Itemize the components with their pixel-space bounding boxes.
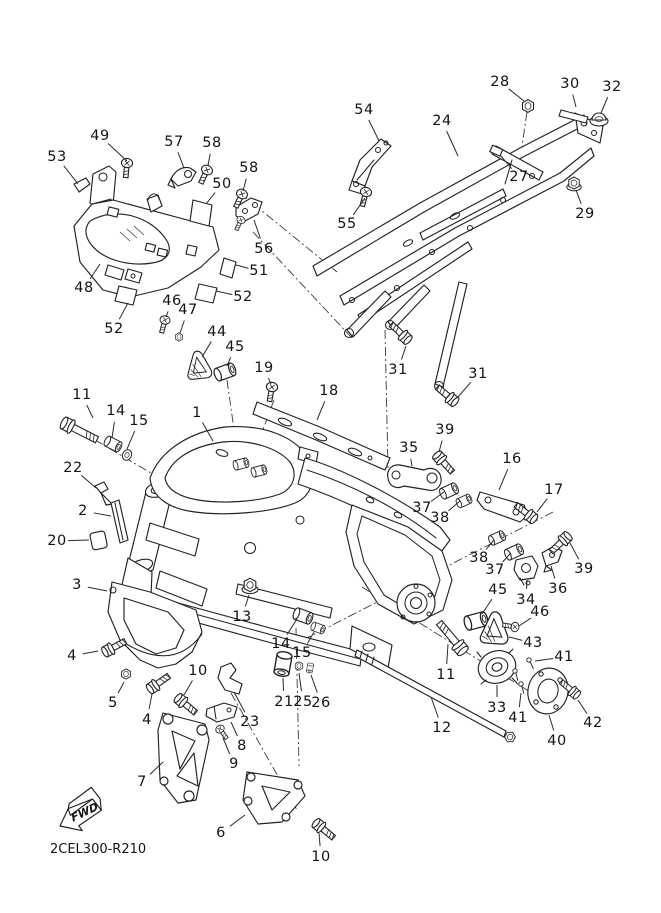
callout-15: 15 xyxy=(292,645,312,661)
leader-line-45 xyxy=(482,599,492,614)
callout-14: 14 xyxy=(271,636,291,652)
leader-line-57 xyxy=(178,152,184,168)
holder-34-art xyxy=(514,556,538,585)
part-28-glyph xyxy=(523,100,534,113)
callout-39: 39 xyxy=(435,422,455,438)
callout-52: 52 xyxy=(233,289,253,305)
callout-6: 6 xyxy=(216,825,226,841)
callout-43: 43 xyxy=(523,635,543,651)
leader-line-30 xyxy=(573,95,576,107)
part-45a-glyph xyxy=(213,362,238,382)
callout-10: 10 xyxy=(311,849,331,865)
leader-line-43 xyxy=(509,637,522,640)
part-13-glyph xyxy=(242,578,258,593)
callout-13: 13 xyxy=(232,609,252,625)
leader-line-4 xyxy=(149,694,152,709)
leader-line-36 xyxy=(551,566,555,578)
callout-51: 51 xyxy=(249,263,269,279)
callout-11: 11 xyxy=(436,667,456,683)
leader-line-46 xyxy=(519,618,531,626)
callout-1: 1 xyxy=(192,405,202,421)
callout-11: 11 xyxy=(72,387,92,403)
callout-30: 30 xyxy=(560,76,580,92)
leader-line-39 xyxy=(439,441,442,452)
cowl-stay-48-art xyxy=(74,166,262,305)
callout-35: 35 xyxy=(399,440,419,456)
part-4b-glyph xyxy=(144,671,172,696)
callout-19: 19 xyxy=(254,360,274,376)
callout-18: 18 xyxy=(319,383,339,399)
callout-20: 20 xyxy=(47,533,67,549)
callout-34: 34 xyxy=(516,592,536,608)
callout-27: 27 xyxy=(509,169,529,185)
callout-39: 39 xyxy=(574,561,594,577)
leader-line-10 xyxy=(319,833,320,846)
leader-line-41 xyxy=(519,693,521,707)
leader-line-44 xyxy=(202,341,211,357)
part-46a-glyph xyxy=(157,315,171,334)
leader-line-16 xyxy=(499,469,508,490)
leader-line-58 xyxy=(208,154,210,166)
callout-48: 48 xyxy=(74,280,94,296)
leader-line-18 xyxy=(317,401,325,420)
callout-31: 31 xyxy=(388,362,408,378)
callout-57: 57 xyxy=(164,134,184,150)
callout-33: 33 xyxy=(487,700,507,716)
leader-line-26 xyxy=(311,675,317,693)
leader-line-5 xyxy=(118,682,124,693)
leader-line-10 xyxy=(184,681,192,695)
callout-52: 52 xyxy=(104,321,124,337)
callout-44: 44 xyxy=(207,324,227,340)
leader-line-50 xyxy=(206,193,215,204)
part-29-glyph xyxy=(567,177,581,191)
part-11a-glyph xyxy=(58,415,100,446)
callout-15: 15 xyxy=(129,413,149,429)
callout-40: 40 xyxy=(547,733,567,749)
leader-line-20 xyxy=(68,540,89,541)
stay-54-art xyxy=(349,139,391,194)
leader-line-31 xyxy=(401,346,406,360)
part-44-glyph xyxy=(184,349,213,381)
leader-line-28 xyxy=(509,89,524,101)
fwd-label: FWD xyxy=(69,799,100,825)
callout-14: 14 xyxy=(106,403,126,419)
leader-line-21 xyxy=(283,678,284,691)
callout-47: 47 xyxy=(178,302,198,318)
leader-line-11 xyxy=(447,644,448,664)
part-15a-glyph xyxy=(121,448,134,462)
callout-16: 16 xyxy=(502,451,522,467)
callout-2: 2 xyxy=(78,503,88,519)
part-32-glyph xyxy=(590,113,608,126)
part-47-glyph xyxy=(175,333,182,341)
leader-line-9 xyxy=(223,738,230,754)
callout-55: 55 xyxy=(337,216,357,232)
leader-line-17 xyxy=(537,499,547,512)
callout-42: 42 xyxy=(583,715,603,731)
leader-line-4 xyxy=(83,651,98,654)
leader-line-47 xyxy=(180,320,184,333)
callout-5: 5 xyxy=(108,695,118,711)
part-21-glyph xyxy=(273,651,292,678)
part-10b-glyph xyxy=(310,817,338,843)
callout-10: 10 xyxy=(188,663,208,679)
part-31b-glyph xyxy=(433,382,461,408)
leader-line-29 xyxy=(576,190,581,204)
leader-line-53 xyxy=(64,166,78,184)
part-26-glyph xyxy=(306,663,314,674)
leader-line-52 xyxy=(216,291,232,295)
leader-line-51 xyxy=(236,265,248,268)
callout-50: 50 xyxy=(212,176,232,192)
part-25-glyph xyxy=(295,662,302,671)
leader-line-58 xyxy=(243,179,246,191)
rear-frame-24-art xyxy=(313,110,603,391)
callout-21: 21 xyxy=(274,694,294,710)
fwd-arrow xyxy=(51,786,109,838)
callout-58: 58 xyxy=(202,135,222,151)
callout-4: 4 xyxy=(142,712,152,728)
callout-49: 49 xyxy=(90,128,110,144)
callout-36: 36 xyxy=(548,581,568,597)
part-38a-glyph xyxy=(455,493,473,508)
leader-line-24 xyxy=(447,131,458,156)
callout-17: 17 xyxy=(544,482,564,498)
leader-line-3 xyxy=(88,587,107,591)
part-15b-glyph xyxy=(310,622,326,635)
callout-37: 37 xyxy=(412,500,432,516)
leader-line-32 xyxy=(601,97,608,113)
leader-line-40 xyxy=(549,715,554,730)
callout-41: 41 xyxy=(554,649,574,665)
leader-line-22 xyxy=(81,475,96,488)
leader-line-41 xyxy=(535,659,553,661)
callout-4: 4 xyxy=(67,648,77,664)
callout-45: 45 xyxy=(488,582,508,598)
leader-line-31 xyxy=(457,382,471,398)
callout-22: 22 xyxy=(63,460,83,476)
leader-line-6 xyxy=(230,815,245,826)
callout-46: 46 xyxy=(162,293,182,309)
callout-53: 53 xyxy=(47,149,67,165)
leader-line-35 xyxy=(411,459,412,466)
callout-26: 26 xyxy=(311,695,331,711)
part-5-glyph xyxy=(122,669,131,679)
part-37a-glyph xyxy=(438,482,460,500)
leader-line-8 xyxy=(231,722,237,736)
callout-58: 58 xyxy=(239,160,259,176)
callout-23: 23 xyxy=(240,714,260,730)
leader-line-42 xyxy=(578,700,587,714)
callout-12: 12 xyxy=(432,720,452,736)
callout-8: 8 xyxy=(237,738,247,754)
part-10a-glyph xyxy=(172,692,200,718)
callout-46: 46 xyxy=(530,604,550,620)
callout-41: 41 xyxy=(508,710,528,726)
leader-line-49 xyxy=(108,143,127,161)
callout-7: 7 xyxy=(137,774,147,790)
callout-29: 29 xyxy=(575,206,595,222)
callout-38: 38 xyxy=(469,550,489,566)
callout-38: 38 xyxy=(430,510,450,526)
callout-54: 54 xyxy=(354,102,374,118)
leader-line-14 xyxy=(112,422,114,438)
callout-24: 24 xyxy=(432,113,452,129)
callout-28: 28 xyxy=(490,74,510,90)
engine-bracket-7-art xyxy=(158,713,209,803)
leader-line-56 xyxy=(254,220,260,239)
leader-line-14 xyxy=(287,619,297,635)
leader-line-54 xyxy=(369,120,379,141)
leader-line-39 xyxy=(570,543,579,559)
callout-31: 31 xyxy=(468,366,488,382)
leader-line-25 xyxy=(299,673,301,691)
leader-line-11 xyxy=(87,405,93,418)
part-14a-glyph xyxy=(103,435,124,453)
callout-9: 9 xyxy=(229,756,239,772)
callout-25: 25 xyxy=(293,694,313,710)
callout-3: 3 xyxy=(72,577,82,593)
part-19-glyph xyxy=(264,381,278,402)
part-58a-glyph xyxy=(196,163,214,185)
part-38b-glyph xyxy=(487,530,506,546)
engine-bracket-6-art xyxy=(243,772,305,824)
part-4a-glyph xyxy=(100,636,128,659)
leader-line-15 xyxy=(127,431,135,449)
callout-37: 37 xyxy=(485,562,505,578)
leader-line-2 xyxy=(94,513,111,516)
callout-56: 56 xyxy=(254,241,274,257)
stay-35-art xyxy=(388,465,441,490)
part-9-glyph xyxy=(214,723,230,741)
leader-line-52 xyxy=(119,303,128,319)
diagram-code: 2CEL300-R210 xyxy=(50,842,147,857)
callout-45: 45 xyxy=(225,339,245,355)
callout-32: 32 xyxy=(602,79,622,95)
